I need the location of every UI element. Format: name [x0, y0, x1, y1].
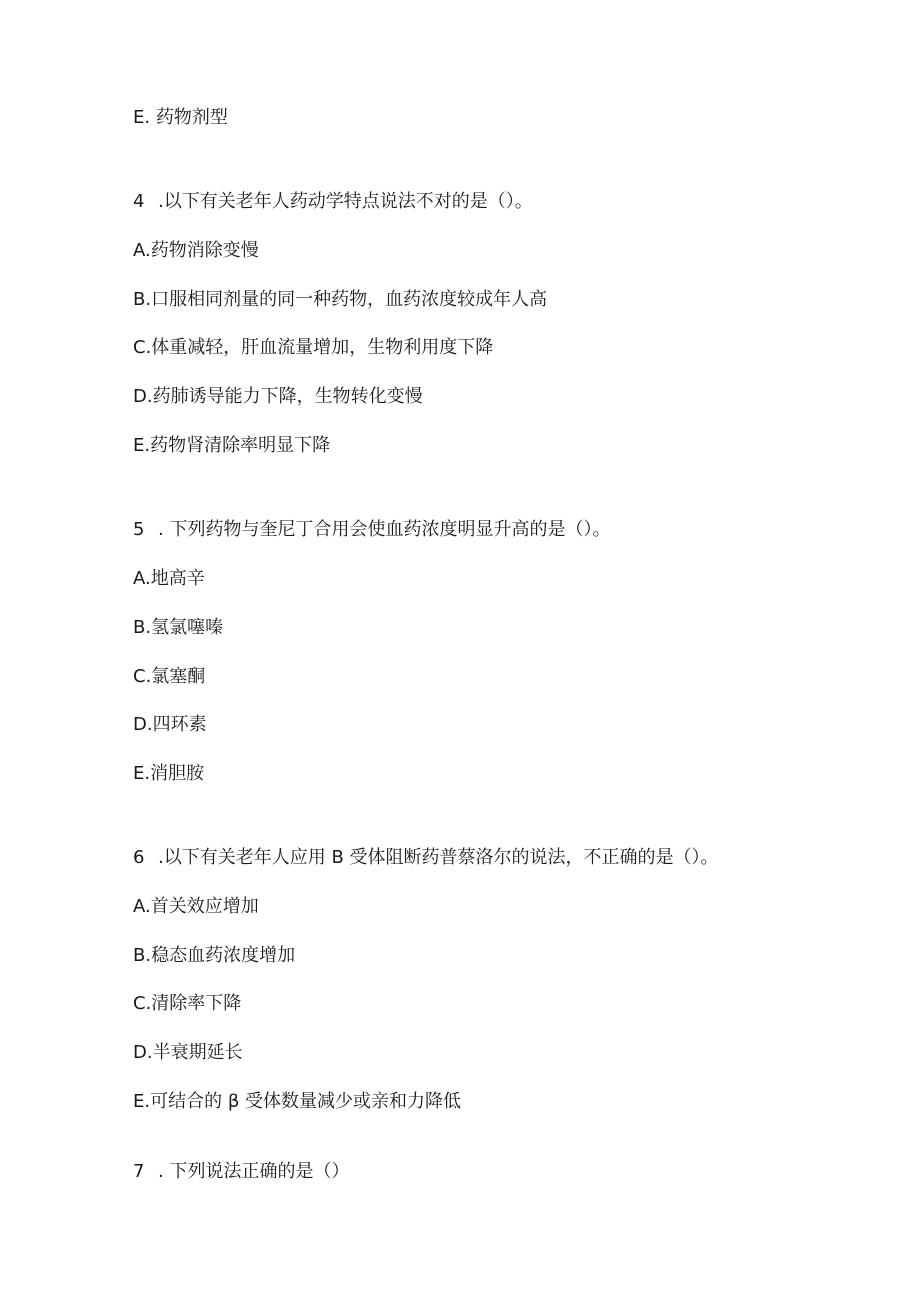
option-e-q3: E. 药物剂型	[133, 107, 228, 128]
question-5	[133, 519, 610, 541]
question-7	[133, 1161, 349, 1183]
option-e-q6: E.可结合的 β 受体数量减少或亲和力降低	[133, 1091, 462, 1112]
option-c-q5: C.氯塞酮	[133, 666, 206, 687]
question-text: .以下有关老年人应用 B 受体阻断药普蔡洛尔的说法，不正确的是（）。	[158, 847, 719, 868]
option-c-q6: C.清除率下降	[133, 993, 242, 1014]
option-a-q5: A.地高辛	[133, 568, 205, 589]
question-text: .以下有关老年人药动学特点说法不对的是（）。	[158, 191, 533, 212]
question-number: 6	[133, 847, 145, 868]
option-b-q4: B.口服相同剂量的同一种药物，血药浓度较成年人高	[133, 289, 548, 310]
question-6	[133, 847, 719, 869]
question-number: 5	[133, 519, 145, 540]
option-e-q4: E.药物肾清除率明显下降	[133, 435, 331, 456]
question-number: 7	[133, 1161, 145, 1182]
option-e-q5: E.消胆胺	[133, 763, 205, 784]
option-b-q5: B.氢氯噻嗪	[133, 617, 224, 638]
option-a-q6: A.首关效应增加	[133, 896, 259, 917]
question-text: . 下列说法正确的是（）	[158, 1161, 350, 1182]
option-d-q4: D.药肺诱导能力下降，生物转化变慢	[133, 386, 423, 407]
option-a-q4: A.药物消除变慢	[133, 240, 259, 261]
option-d-q6: D.半衰期延长	[133, 1042, 243, 1063]
question-number: 4	[133, 191, 145, 212]
option-b-q6: B.稳态血药浓度增加	[133, 945, 296, 966]
question-4	[133, 191, 533, 213]
option-d-q5: D.四环素	[133, 714, 207, 735]
option-c-q4: C.体重减轻，肝血流量增加，生物利用度下降	[133, 337, 494, 358]
question-text: . 下列药物与奎尼丁合用会使血药浓度明显升高的是（）。	[158, 519, 611, 540]
